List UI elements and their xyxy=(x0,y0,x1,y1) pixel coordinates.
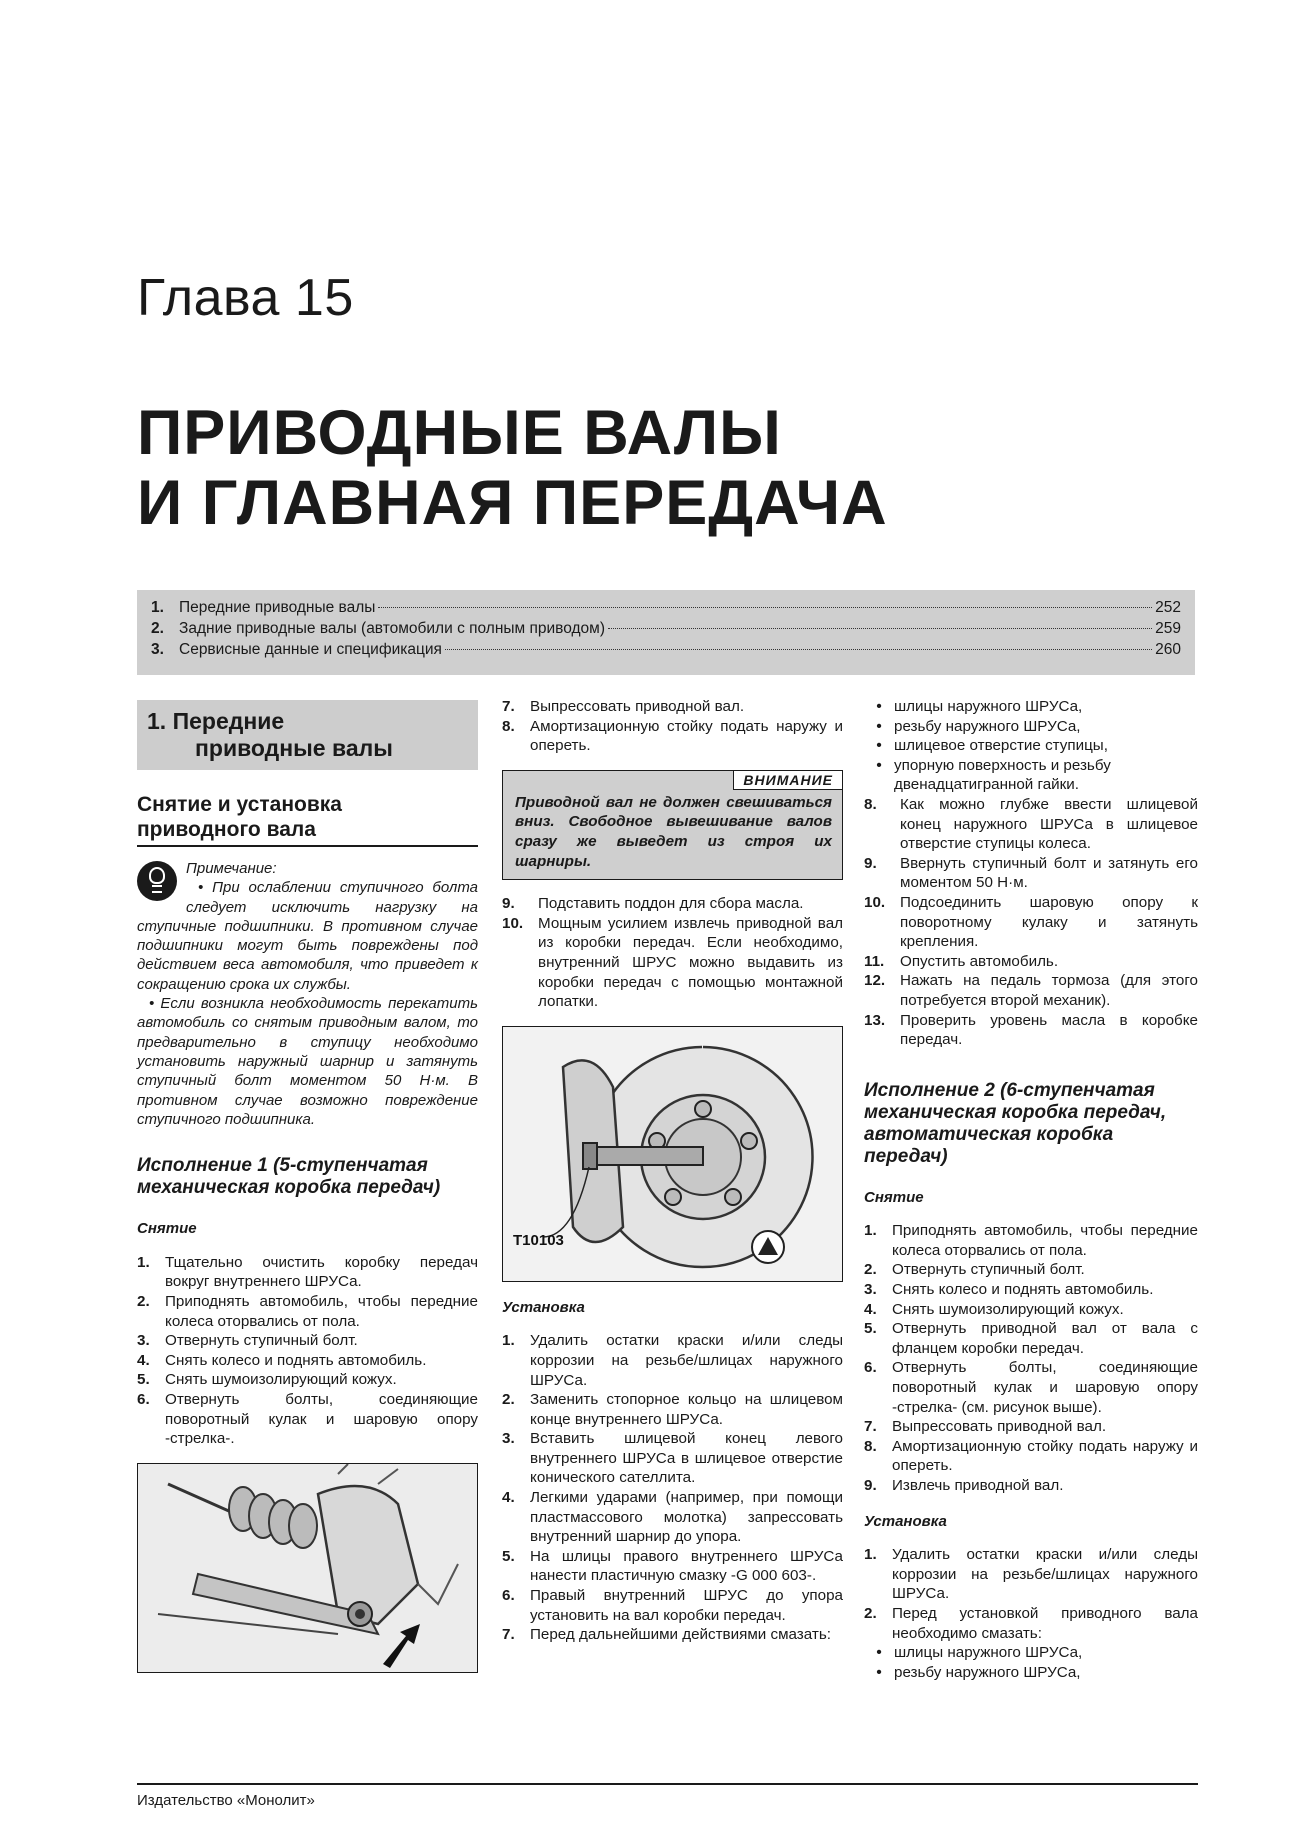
lubrication-list xyxy=(864,1643,1198,1682)
install-steps-continued xyxy=(864,795,1198,1050)
subsection-heading xyxy=(137,792,478,847)
step-item: 13. Проверить уровень масла в коробке передач. xyxy=(864,1011,1198,1049)
hub-illustration xyxy=(503,1027,842,1281)
toc-title: Задние приводные валы (автомобили с полным приводом) xyxy=(179,620,606,637)
note-paragraph: • Если возникла необходимость перекатить автомобиль со снятым приводным валом, то предварительно в ступицу необходимо установить наружный шарнир и затянуть ступичный болт моментом 50 Н·м. В противном случае возможно повреждение ступичного подшипника. xyxy=(137,995,478,1128)
bullet-item: • упорную поверхность и резьбу двенадцатигранной гайки. xyxy=(876,756,1111,794)
toc-page: 260 xyxy=(1155,641,1181,658)
footer-publisher: Издательство «Монолит» xyxy=(137,1792,315,1809)
step-item: 9. Ввернуть ступичный болт и затянуть его моментом 50 Н·м. xyxy=(864,854,1198,892)
step-item: 2. Перед установкой приводного вала необходимо смазать: xyxy=(864,1604,1198,1642)
step-item: 10. Мощным усилием извлечь приводной вал из коробки передач. Если необходимо, внутренний ШРУС можно выдавить из коробки передач с помощью монтажной лопатки. xyxy=(502,914,843,1011)
hub-figure xyxy=(502,1026,843,1282)
table-of-contents xyxy=(137,590,1195,675)
subsection-line2: приводного вала xyxy=(137,818,316,841)
section-heading xyxy=(137,700,478,770)
step-item: 7. Выпрессовать приводной вал. xyxy=(502,698,745,715)
step-item: 2. Приподнять автомобиль, чтобы передние колеса оторвались от пола. xyxy=(137,1292,478,1330)
step-item: 1. Удалить остатки краски и/или следы коррозии на резьбе/шлицах наружного ШРУСа. xyxy=(864,1546,1198,1603)
toc-number: 2. xyxy=(151,620,164,637)
bullet-item: • шлицевое отверстие ступицы, xyxy=(876,737,1108,755)
toc-title: Передние приводные валы xyxy=(179,599,376,616)
column-3 xyxy=(864,697,1198,1682)
install-steps xyxy=(864,1545,1198,1643)
bullet-item: • шлицы наружного ШРУСа, xyxy=(876,1644,1083,1662)
step-item: 10. Подсоединить шаровую опору к поворотному кулаку и затянуть крепления. xyxy=(864,893,1198,951)
suspension-figure xyxy=(137,1463,478,1673)
step-item: 1. Удалить остатки краски и/или следы коррозии на резьбе/шлицах наружного ШРУСа. xyxy=(502,1332,843,1389)
column-2 xyxy=(502,697,843,1645)
chapter-title-line2: И ГЛАВНАЯ ПЕРЕДАЧА xyxy=(137,468,888,538)
note-block xyxy=(137,859,478,1129)
removal-heading: Снятие xyxy=(864,1188,924,1206)
section-heading-line2: приводные валы xyxy=(195,735,393,761)
lubrication-list xyxy=(864,697,1198,795)
variant-2-heading: Исполнение 2 (6-ступенчатая механическая коробка передач, автоматическая коробка передач) xyxy=(864,1079,1167,1167)
warning-text: Приводной вал не должен свешиваться вниз. Свободное вывешивание валов сразу же выведет из строя их шарниры. xyxy=(515,793,832,870)
lightbulb-icon xyxy=(137,861,177,901)
toc-entry[interactable] xyxy=(151,597,1181,618)
step-item: 6. Правый внутренний ШРУС до упора установить на вал коробки передач. xyxy=(502,1587,843,1624)
step-item: 1. Тщательно очистить коробку передач вокруг внутреннего ШРУСа. xyxy=(137,1253,478,1291)
step-item: 4. Легкими ударами (например, при помощи пластмассового молотка) запрессовать внутренний шарнир до упора. xyxy=(502,1489,843,1546)
step-item: 3. Снять колесо и поднять автомобиль. xyxy=(864,1281,1154,1299)
toc-leader xyxy=(445,649,1152,650)
removal-steps xyxy=(137,1253,478,1449)
toc-entry[interactable] xyxy=(151,639,1181,660)
removal-heading: Снятие xyxy=(137,1220,197,1238)
step-item: 9. Подставить поддон для сбора масла. xyxy=(502,895,804,913)
step-item: 12. Нажать на педаль тормоза (для этого потребуется второй механик). xyxy=(864,972,1198,1009)
step-item: 9. Извлечь приводной вал. xyxy=(864,1477,1064,1494)
install-heading: Установка xyxy=(864,1512,947,1530)
step-item: 2. Заменить стопорное кольцо на шлицевом конце внутреннего ШРУСа. xyxy=(502,1391,843,1428)
chapter-label: Глава 15 xyxy=(137,269,354,327)
bullet-item: • резьбу наружного ШРУСа, xyxy=(876,717,1081,735)
warning-box xyxy=(502,770,843,880)
removal-steps xyxy=(864,1221,1198,1495)
step-item: 3. Вставить шлицевой конец левого внутреннего ШРУСа в шлицевое отверстие конического сателлита. xyxy=(502,1430,843,1487)
step-item: 7. Выпрессовать приводной вал. xyxy=(864,1418,1107,1436)
suspension-illustration xyxy=(138,1464,477,1672)
toc-number: 3. xyxy=(151,641,164,658)
install-heading: Установка xyxy=(502,1298,585,1316)
chapter-title-line1: ПРИВОДНЫЕ ВАЛЫ xyxy=(137,398,782,468)
step-item: 1. Приподнять автомобиль, чтобы передние колеса оторвались от пола. xyxy=(864,1222,1198,1259)
toc-page: 252 xyxy=(1155,599,1181,616)
step-item: 3. Отвернуть ступичный болт. xyxy=(137,1332,358,1350)
subsection-line1: Снятие и установка xyxy=(137,793,342,816)
column-1 xyxy=(137,700,478,1673)
bullet-item: • шлицы наружного ШРУСа, xyxy=(876,698,1083,715)
note-paragraph: • При ослаблении ступичного болта следует исключить нагрузку на ступичные подшипники. В противном случае подшипники могут быть повреждены под действием веса автомобиля, что приведет к сокращению срока их службы. xyxy=(137,879,478,993)
step-item: 4. Снять колесо и поднять автомобиль. xyxy=(137,1351,427,1369)
variant-1-heading: Исполнение 1 (5-ступенчатая механическая коробка передач) xyxy=(137,1155,441,1199)
toc-entry[interactable] xyxy=(151,618,1181,639)
hub-figure-label: T10103 xyxy=(513,1231,564,1249)
removal-steps-final xyxy=(502,894,843,1012)
step-item: 8. Амортизационную стойку подать наружу и опереть. xyxy=(502,717,843,755)
step-item: 6. Отвернуть болты, соединяющие поворотный кулак и шаровую опору -стрелка-. xyxy=(137,1390,478,1448)
toc-page: 259 xyxy=(1155,620,1181,637)
install-steps xyxy=(502,1331,843,1645)
step-item: 8. Как можно глубже ввести шлицевой конец наружного ШРУСа в шлицевое отверстие ступицы колеса. xyxy=(864,795,1198,853)
step-item: 2. Отвернуть ступичный болт. xyxy=(864,1261,1085,1279)
step-item: 5. На шлицы правого внутреннего ШРУСа нанести пластичную смазку -G 000 603-. xyxy=(502,1547,843,1585)
footer-divider xyxy=(137,1783,1198,1785)
section-heading-line1: 1. Передние xyxy=(147,708,285,734)
removal-steps-continued xyxy=(502,697,843,756)
note-label: Примечание: xyxy=(186,860,277,877)
step-item: 8. Амортизационную стойку подать наружу и опереть. xyxy=(864,1437,1198,1475)
step-item: 11. Опустить автомобиль. xyxy=(864,952,1059,970)
bullet-item: • резьбу наружного ШРУСа, xyxy=(876,1663,1081,1681)
chapter-title xyxy=(137,398,888,538)
toc-leader xyxy=(608,628,1152,629)
step-item: 7. Перед дальнейшими действиями смазать: xyxy=(502,1626,831,1644)
toc-title: Сервисные данные и спецификация xyxy=(179,641,442,658)
step-item: 5. Снять шумоизолирующий кожух. xyxy=(137,1371,397,1389)
toc-number: 1. xyxy=(151,599,164,616)
toc-leader xyxy=(378,607,1152,608)
warning-title: ВНИМАНИЕ xyxy=(733,770,843,790)
step-item: 4. Снять шумоизолирующий кожух. xyxy=(864,1300,1124,1318)
step-item: 6. Отвернуть болты, соединяющие поворотный кулак и шаровую опору -стрелка- (см. рисунок выше). xyxy=(864,1359,1198,1416)
step-item: 5. Отвернуть приводной вал от вала с фланцем коробки передач. xyxy=(864,1320,1198,1357)
